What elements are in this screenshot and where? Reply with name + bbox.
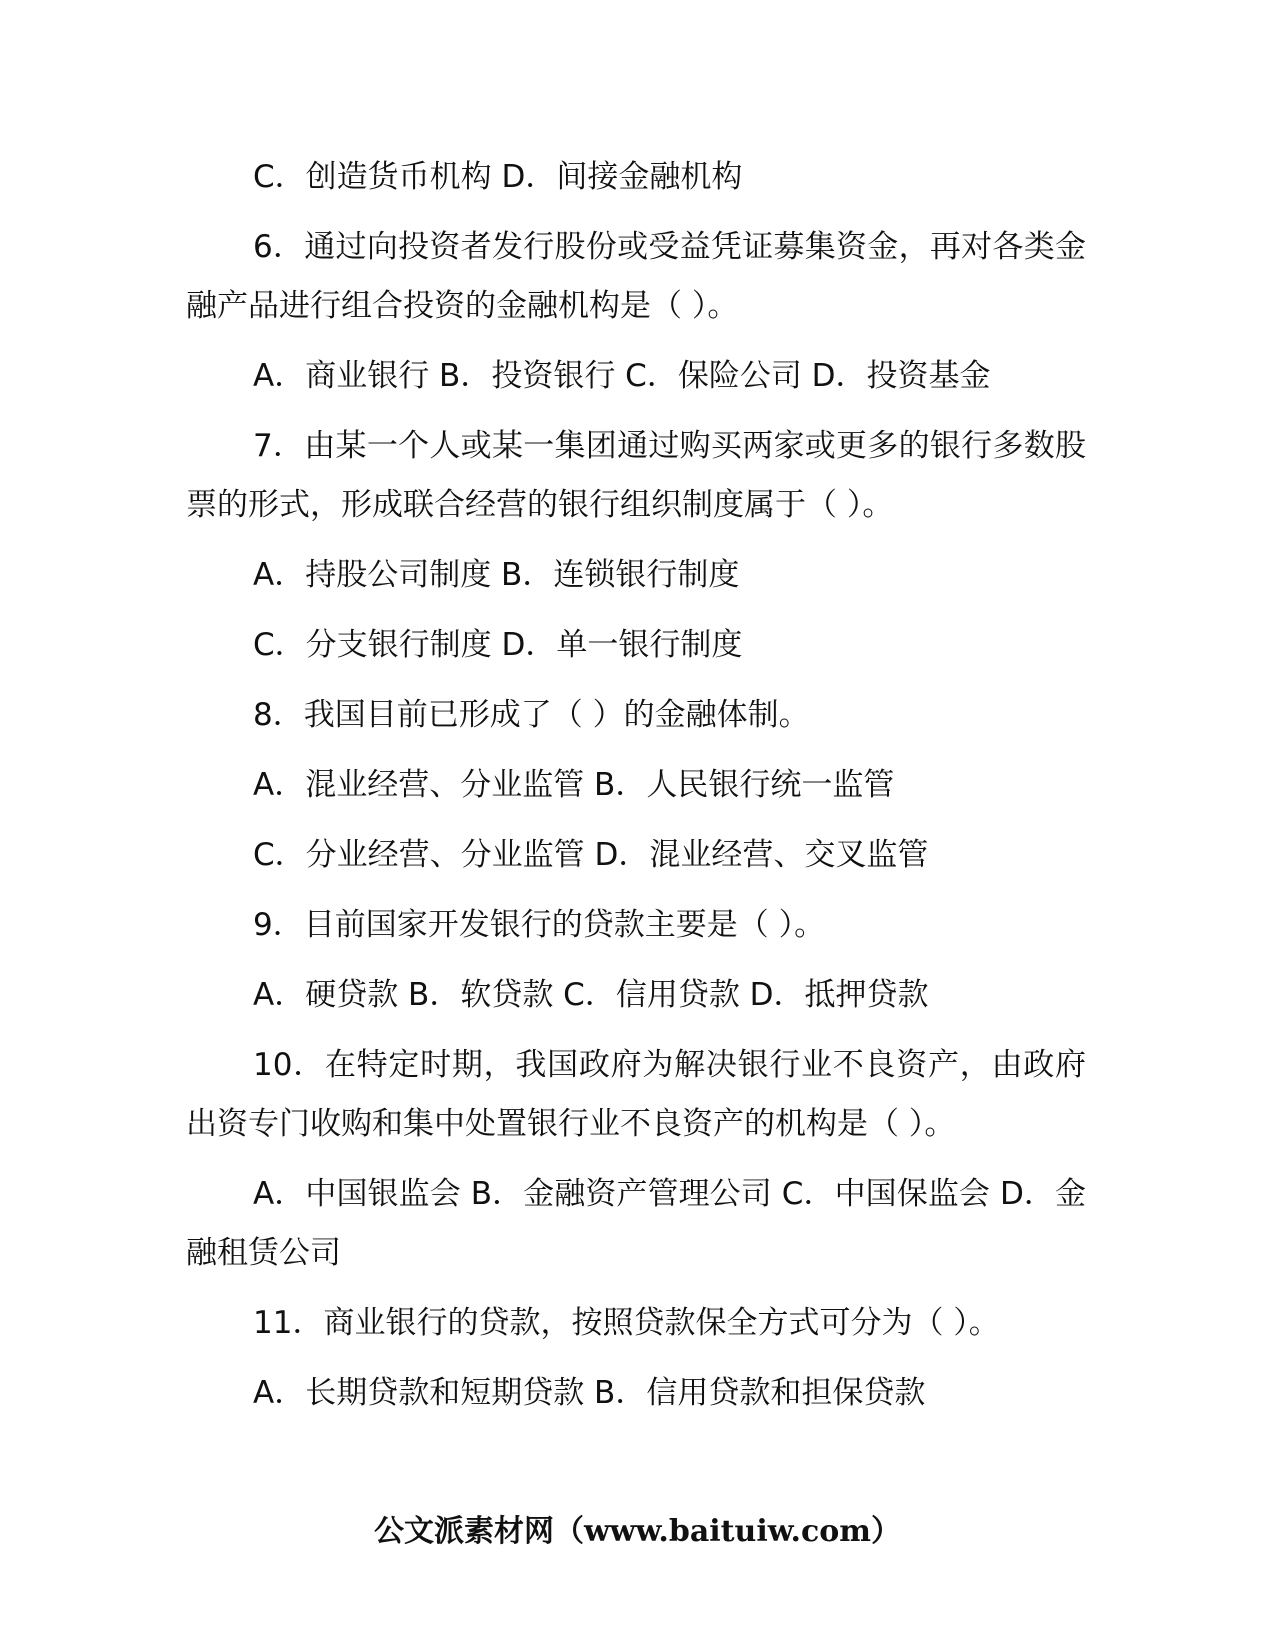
paragraph-options-8-ab: A．混业经营、分业监管 B．人民银行统一监管 — [253, 767, 895, 803]
paragraph-options-10: A．中国银监会 B．金融资产管理公司 C．中国保监会 D．金融租赁公司 — [186, 1176, 1086, 1271]
paragraph-options-7-ab: A．持股公司制度 B．连锁银行制度 — [253, 557, 740, 593]
paragraph-options-6: A．商业银行 B．投资银行 C．保险公司 D．投资基金 — [253, 358, 991, 394]
paragraph-question-9: 9．目前国家开发银行的贷款主要是（ ）。 — [253, 907, 826, 943]
paragraph-question-8: 8．我国目前已形成了（ ）的金融体制。 — [253, 697, 810, 733]
document-body — [186, 148, 1086, 1434]
paragraph-question-7: 7．由某一个人或某一集团通过购买两家或更多的银行多数股票的形式，形成联合经营的银行组织制度属于（ ）。 — [186, 428, 1086, 523]
paragraph-options-8-cd: C．分业经营、分业监管 D．混业经营、交叉监管 — [253, 837, 929, 873]
paragraph-options-11-ab: A．长期贷款和短期贷款 B．信用贷款和担保贷款 — [253, 1375, 926, 1411]
paragraph-question-10: 10．在特定时期，我国政府为解决银行业不良资产，由政府出资专门收购和集中处置银行业不良资产的机构是（ ）。 — [186, 1047, 1086, 1142]
paragraph-options-9: A．硬贷款 B．软贷款 C．信用贷款 D．抵押贷款 — [253, 977, 929, 1013]
paragraph-question-6: 6．通过向投资者发行股份或受益凭证募集资金，再对各类金融产品进行组合投资的金融机构是（ ）。 — [186, 229, 1086, 324]
footer-watermark: 公文派素材网（www.baituiw.com） — [373, 1514, 902, 1549]
paragraph-question-11: 11．商业银行的贷款，按照贷款保全方式可分为（ ）。 — [253, 1305, 1000, 1341]
paragraph-option-c-d: C．创造货币机构 D．间接金融机构 — [253, 159, 743, 195]
paragraph-options-7-cd: C．分支银行制度 D．单一银行制度 — [253, 627, 743, 663]
